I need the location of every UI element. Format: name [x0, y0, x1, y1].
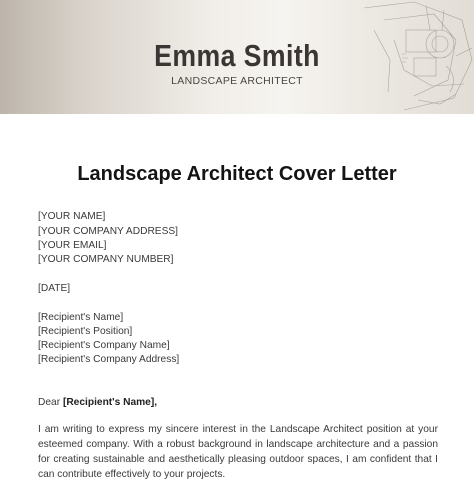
- applicant-role: LANDSCAPE ARCHITECT: [171, 75, 303, 87]
- body-line: for creating sustainable and aesthetically pleasing outdoor spaces, I am confident that I: [38, 454, 438, 465]
- letter-date: [DATE]: [38, 283, 71, 294]
- recipient-address: [Recipient's Company Address]: [38, 354, 180, 365]
- body-line: can contribute effectively to your projects.: [38, 469, 226, 480]
- salutation-name: [Recipient's Name],: [62, 397, 158, 408]
- applicant-name: Emma Smith: [154, 38, 320, 73]
- sender-phone: [YOUR COMPANY NUMBER]: [38, 254, 174, 265]
- sender-email: [YOUR EMAIL]: [38, 240, 107, 251]
- recipient-company: [Recipient's Company Name]: [38, 340, 170, 351]
- salutation: [38, 397, 157, 409]
- sender-address: [YOUR COMPANY ADDRESS]: [38, 226, 179, 237]
- salutation-prefix: Dear: [38, 397, 61, 408]
- header-banner: [0, 0, 474, 114]
- recipient-position: [Recipient's Position]: [38, 326, 133, 337]
- recipient-name: [Recipient's Name]: [38, 312, 124, 323]
- sender-name: [YOUR NAME]: [38, 211, 106, 222]
- letter-body-paragraph: [38, 422, 438, 482]
- body-line: esteemed company. With a robust background in landscape architecture and a passion: [38, 439, 438, 450]
- body-line: I am writing to express my sincere interest in the Landscape Architect position at your: [38, 424, 438, 435]
- letter-title: Landscape Architect Cover Letter: [77, 163, 397, 185]
